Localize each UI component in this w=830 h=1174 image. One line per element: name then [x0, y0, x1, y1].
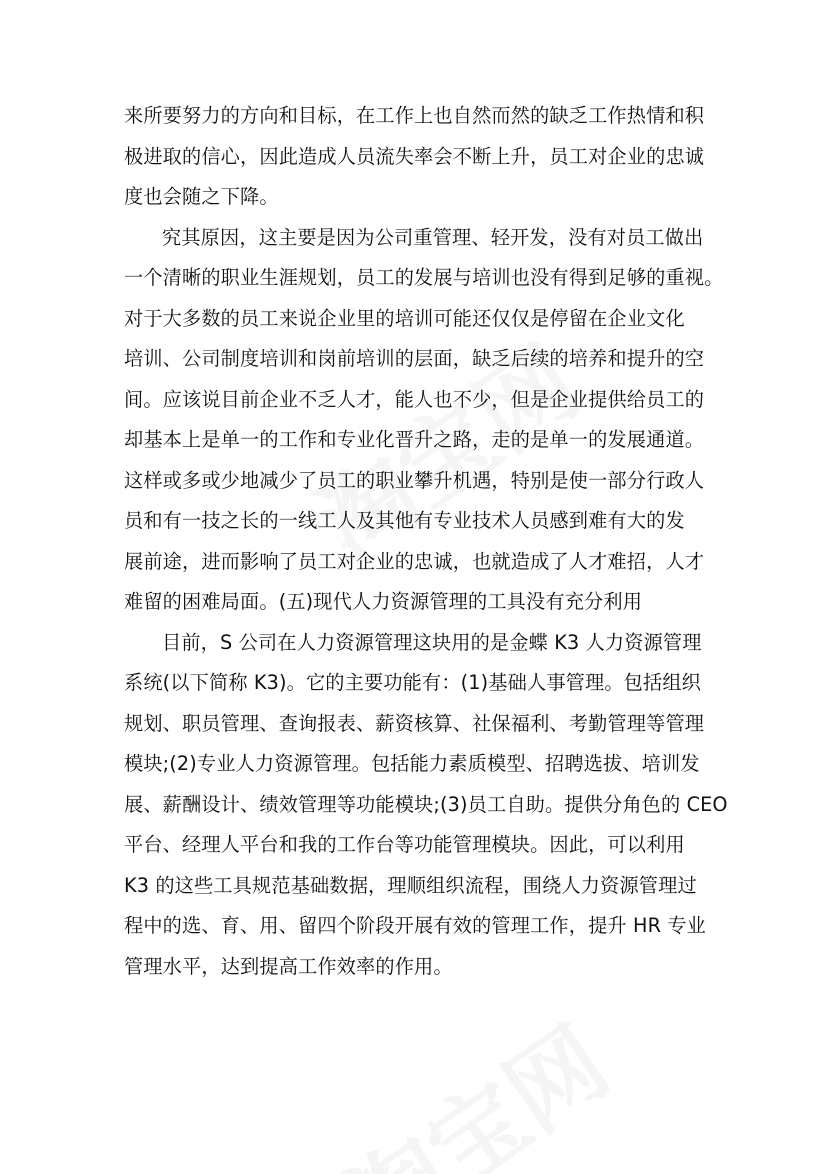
- paragraph-1: [124, 96, 708, 218]
- text-line: 展、薪酬设计、绩效管理等功能模块;(3)员工自助。提供分角色的 CEO: [124, 792, 728, 816]
- paragraph-2: [124, 218, 724, 623]
- text-line: 这样或多或少地减少了员工的职业攀升机遇，特别是使一部分行政人: [124, 468, 705, 492]
- text-line: 平台、经理人平台和我的工作台等功能管理模块。因此，可以利用: [124, 833, 685, 856]
- text-line: 培训、公司制度培训和岗前培训的层面，缺乏后续的培养和提升的空: [124, 347, 705, 370]
- text-line: 模块;(2)专业人力资源管理。包括能力素质模型、招聘选拔、培训发: [124, 752, 700, 775]
- text-line: 度也会随之下降。: [124, 185, 279, 208]
- text-line: 目前，S 公司在人力资源管理这块用的是金蝶 K3 人力资源管理: [162, 630, 702, 654]
- document-body: [124, 96, 728, 987]
- text-line: K3 的这些工具规范基础数据，理顺组织流程，围绕人力资源管理过: [124, 873, 697, 897]
- text-line: 一个清晰的职业生涯规划，员工的发展与培训也没有得到足够的重视。: [124, 266, 724, 289]
- text-line: 来所要努力的方向和目标，在工作上也自然而然的缺乏工作热情和积: [124, 104, 705, 127]
- text-line: 间。应该说目前企业不乏人才，能人也不少，但是企业提供给员工的: [124, 387, 705, 411]
- text-line: 究其原因，这主要是因为公司重管理、轻开发，没有对员工做出: [162, 225, 704, 249]
- text-line: 系统(以下简称 K3)。它的主要功能有：(1)基础人事管理。包括组织: [124, 671, 702, 694]
- text-line: 员和有一技之长的一线工人及其他有专业技术人员感到难有大的发: [124, 509, 685, 532]
- text-line: 却基本上是单一的工作和专业化晋升之路，走的是单一的发展通道。: [124, 428, 705, 451]
- text-line: 难留的困难局面。(五)现代人力资源管理的工具没有充分利用: [124, 590, 643, 613]
- watermark: [317, 990, 631, 1174]
- text-line: 程中的选、育、用、留四个阶段开展有效的管理工作，提升 HR 专业: [124, 914, 707, 937]
- text-line: 管理水平，达到提高工作效率的作用。: [124, 954, 453, 978]
- paragraph-3: [124, 623, 728, 988]
- text-line: 对于大多数的员工来说企业里的培训可能还仅仅是停留在企业文化: [124, 306, 685, 330]
- text-line: 展前途，进而影响了员工对企业的忠诚，也就造成了人才难招，人才: [124, 549, 705, 573]
- text-line: 规划、职员管理、查询报表、薪资核算、社保福利、考勤管理等管理: [124, 711, 705, 735]
- text-line: 极进取的信心，因此造成人员流失率会不断上升，员工对企业的忠诚: [124, 144, 705, 168]
